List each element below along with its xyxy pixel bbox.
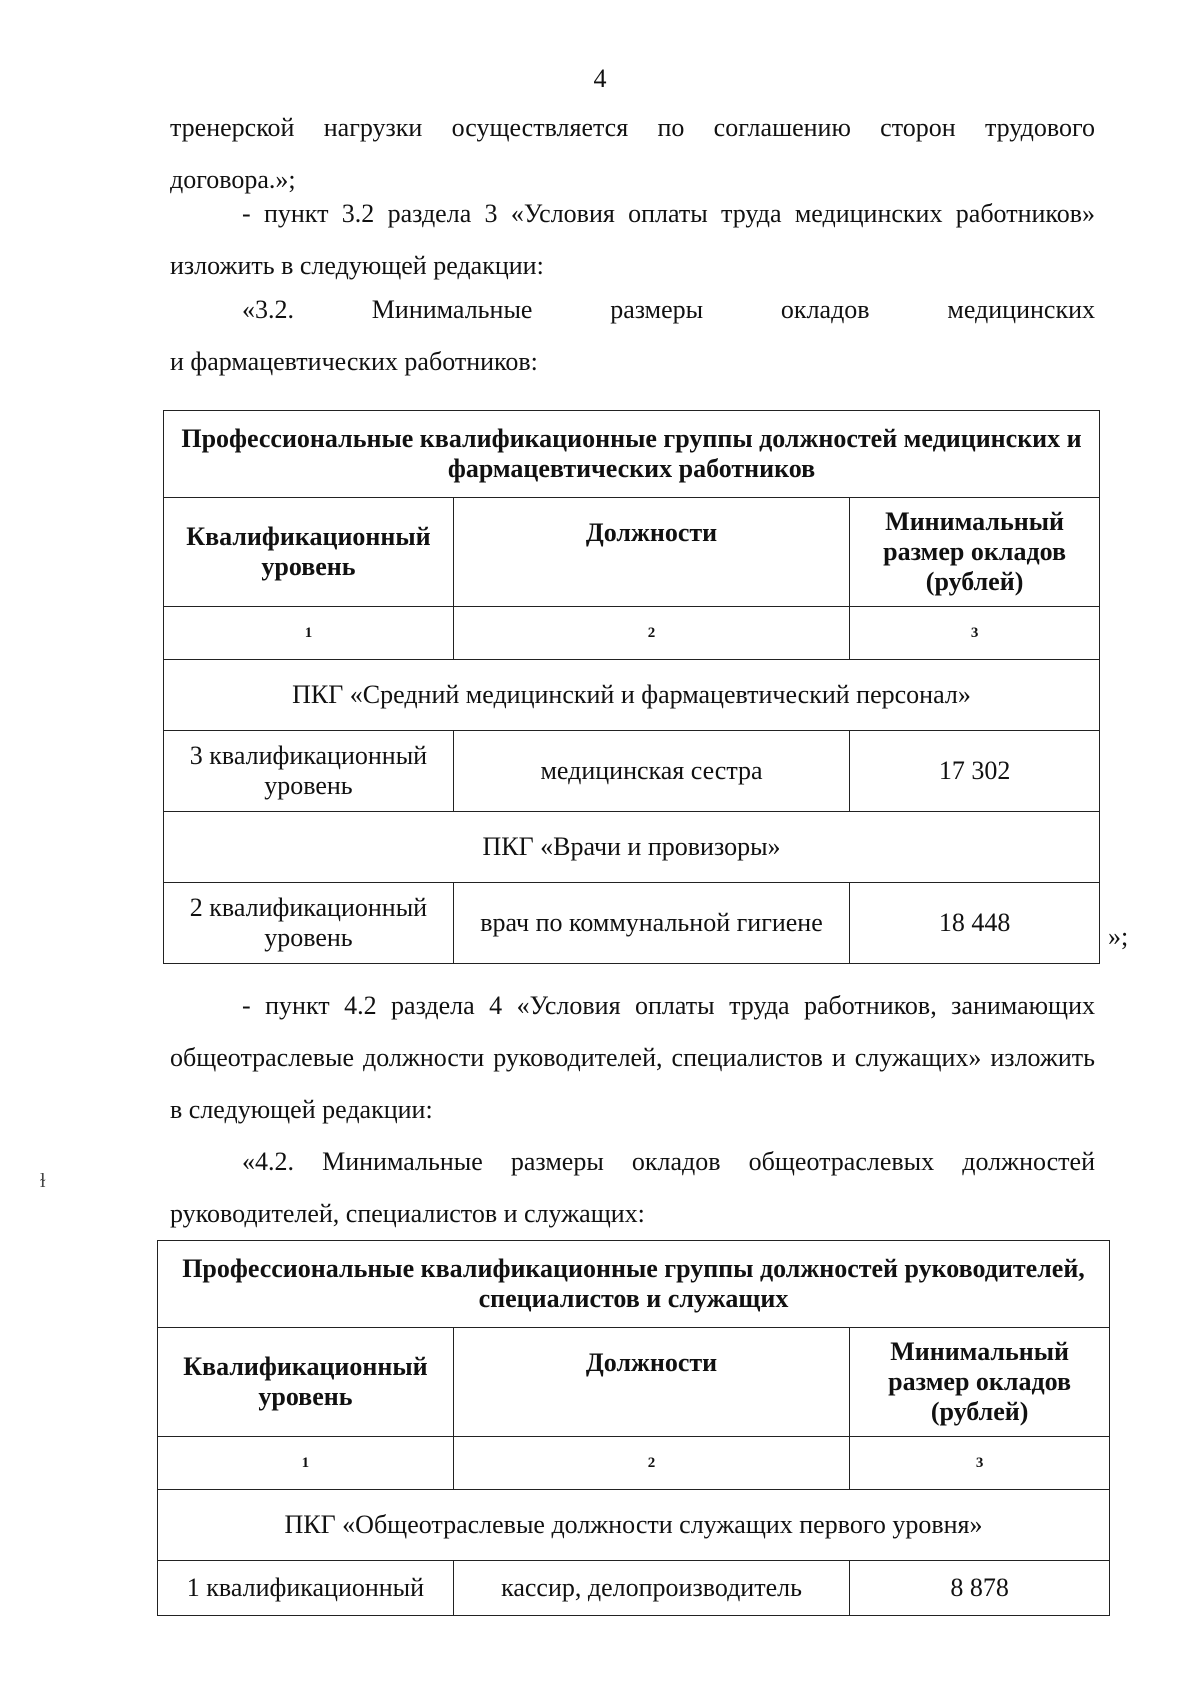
cell-position: врач по коммунальной гигиене xyxy=(453,883,849,964)
group-row: ПКГ «Общеотраслевые должности служащих первого уровня» xyxy=(158,1490,1110,1561)
paragraph-point-3-2: - пункт 3.2 раздела 3 «Условия оплаты труда медицинских работников» изложить в следующей редакции: xyxy=(170,199,1095,280)
paragraph-3-2-intro xyxy=(170,284,1095,388)
column-header-level: Квалификационный уровень xyxy=(158,1328,454,1437)
medical-salary-table xyxy=(163,410,1100,964)
column-number: 2 xyxy=(453,1437,849,1490)
column-number: 1 xyxy=(158,1437,454,1490)
column-number: 3 xyxy=(850,607,1100,660)
column-number: 3 xyxy=(850,1437,1110,1490)
closing-quote: »; xyxy=(1108,922,1129,951)
table-title: Профессиональные квалификационные группы должностей медицинских и фармацевтических работников xyxy=(164,411,1100,498)
paragraph-4-2-intro: «4.2. Минимальные размеры окладов общеотраслевых должностей руководителей, специалистов и служащих: xyxy=(170,1147,1095,1228)
column-header-level: Квалификационный уровень xyxy=(164,498,454,607)
paragraph-point-4-2: - пункт 4.2 раздела 4 «Условия оплаты труда работников, занимающих общеотраслевые должности руководителей, специалистов и служащих» изложить в следующей редакции: xyxy=(170,991,1095,1124)
cell-salary: 18 448 xyxy=(850,883,1100,964)
cell-salary: 17 302 xyxy=(850,731,1100,812)
paragraph-line: тренерской нагрузки осуществляется по соглашению сторон трудового xyxy=(170,113,1095,142)
column-number: 2 xyxy=(453,607,849,660)
column-header-salary: Минимальный размер окладов (рублей) xyxy=(850,498,1100,607)
paragraph-line: «3.2. Минимальные размеры окладов медицинских xyxy=(242,295,1095,324)
group-row: ПКГ «Врачи и провизоры» xyxy=(164,812,1100,883)
paragraph-line: договора.»; xyxy=(170,165,296,194)
margin-mark: ɫ xyxy=(40,1170,46,1192)
column-number: 1 xyxy=(164,607,454,660)
cell-position: кассир, делопроизводитель xyxy=(453,1561,849,1616)
cell-salary: 8 878 xyxy=(850,1561,1110,1616)
table-title: Профессиональные квалификационные группы должностей руководителей, специалистов и служащих xyxy=(158,1241,1110,1328)
column-header-salary: Минимальный размер окладов (рублей) xyxy=(850,1328,1110,1437)
cell-position: медицинская сестра xyxy=(453,731,849,812)
page-number: 4 xyxy=(593,64,607,93)
column-header-positions: Должности xyxy=(453,1328,849,1437)
column-header-positions: Должности xyxy=(453,498,849,607)
paragraph-line: и фармацевтических работников: xyxy=(170,347,538,376)
cell-level: 1 квалификационный xyxy=(158,1561,454,1616)
cell-level: 2 квалификационный уровень xyxy=(164,883,454,964)
cell-level: 3 квалификационный уровень xyxy=(164,731,454,812)
group-row: ПКГ «Средний медицинский и фармацевтический персонал» xyxy=(164,660,1100,731)
general-positions-salary-table xyxy=(157,1240,1110,1616)
